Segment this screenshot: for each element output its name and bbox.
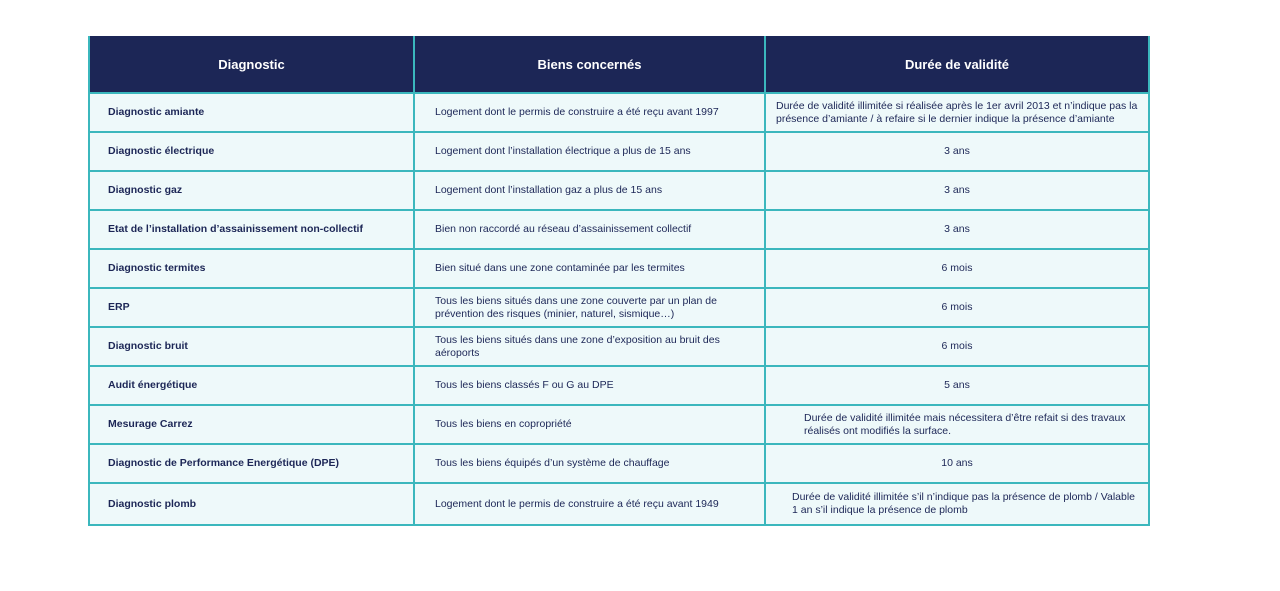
cell-diagnostic: Audit énergétique	[89, 366, 414, 405]
cell-duree: 6 mois	[765, 288, 1149, 327]
cell-diagnostic: Diagnostic électrique	[89, 132, 414, 171]
cell-diagnostic: Diagnostic termites	[89, 249, 414, 288]
cell-duree: 10 ans	[765, 444, 1149, 483]
cell-biens: Logement dont l’installation gaz a plus de 15 ans	[414, 171, 765, 210]
cell-duree: 3 ans	[765, 132, 1149, 171]
table-row	[89, 210, 1149, 249]
table-row	[89, 327, 1149, 366]
cell-diagnostic: Mesurage Carrez	[89, 405, 414, 444]
cell-biens: Bien non raccordé au réseau d’assainissement collectif	[414, 210, 765, 249]
diagnostics-table	[88, 36, 1150, 526]
cell-diagnostic: Diagnostic plomb	[89, 483, 414, 525]
cell-biens: Logement dont le permis de construire a été reçu avant 1949	[414, 483, 765, 525]
cell-diagnostic: Etat de l’installation d’assainissement non-collectif	[89, 210, 414, 249]
cell-duree: 3 ans	[765, 210, 1149, 249]
header-biens-concernes: Biens concernés	[414, 36, 765, 93]
cell-biens: Tous les biens classés F ou G au DPE	[414, 366, 765, 405]
cell-diagnostic: Diagnostic gaz	[89, 171, 414, 210]
cell-diagnostic: Diagnostic amiante	[89, 93, 414, 132]
header-row	[89, 36, 1149, 93]
header-duree-validite: Durée de validité	[765, 36, 1149, 93]
cell-diagnostic: Diagnostic bruit	[89, 327, 414, 366]
diagnostics-table-container	[88, 36, 1148, 526]
table-row	[89, 483, 1149, 525]
cell-duree: 6 mois	[765, 249, 1149, 288]
table-row	[89, 249, 1149, 288]
cell-biens: Logement dont l’installation électrique a plus de 15 ans	[414, 132, 765, 171]
table-row	[89, 405, 1149, 444]
cell-biens: Tous les biens équipés d’un système de chauffage	[414, 444, 765, 483]
cell-duree: Durée de validité illimitée si réalisée après le 1er avril 2013 et n’indique pas la présence d’amiante / à refaire si le dernier indique la présence d’amiante	[765, 93, 1149, 132]
cell-biens: Bien situé dans une zone contaminée par les termites	[414, 249, 765, 288]
table-row	[89, 366, 1149, 405]
cell-biens: Logement dont le permis de construire a été reçu avant 1997	[414, 93, 765, 132]
table-header	[89, 36, 1149, 93]
table-row	[89, 93, 1149, 132]
cell-biens: Tous les biens en copropriété	[414, 405, 765, 444]
cell-duree: 6 mois	[765, 327, 1149, 366]
cell-biens: Tous les biens situés dans une zone d’exposition au bruit des aéroports	[414, 327, 765, 366]
cell-duree: 3 ans	[765, 171, 1149, 210]
cell-diagnostic: ERP	[89, 288, 414, 327]
cell-biens: Tous les biens situés dans une zone couverte par un plan de prévention des risques (minier, naturel, sismique…)	[414, 288, 765, 327]
cell-duree: 5 ans	[765, 366, 1149, 405]
cell-duree: Durée de validité illimitée mais nécessitera d’être refait si des travaux réalisés ont modifiés la surface.	[765, 405, 1149, 444]
cell-diagnostic: Diagnostic de Performance Energétique (DPE)	[89, 444, 414, 483]
table-row	[89, 288, 1149, 327]
cell-duree: Durée de validité illimitée s’il n’indique pas la présence de plomb / Valable 1 an s’il indique la présence de plomb	[765, 483, 1149, 525]
table-row	[89, 444, 1149, 483]
header-diagnostic: Diagnostic	[89, 36, 414, 93]
table-row	[89, 132, 1149, 171]
table-row	[89, 171, 1149, 210]
table-body	[89, 93, 1149, 525]
